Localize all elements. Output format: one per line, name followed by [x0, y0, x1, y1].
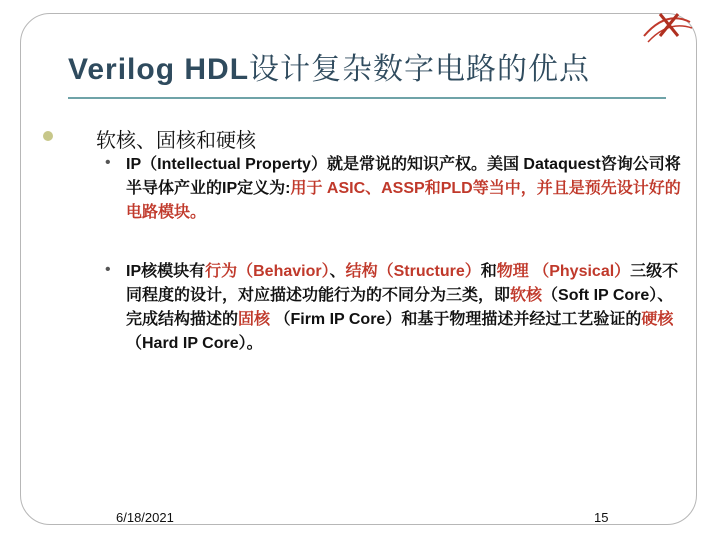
- paragraph-ip-definition: [126, 153, 682, 225]
- highlight-text: 硬核: [641, 311, 674, 328]
- body-text: 和: [480, 263, 497, 280]
- body-text: 、: [329, 263, 346, 280]
- highlight-text: 物理 （Physical）: [496, 263, 631, 280]
- highlight-text: 结构（Structure）: [345, 263, 481, 280]
- footer-date: 6/18/2021: [116, 510, 174, 525]
- x-swoosh-logo: [638, 6, 694, 46]
- paragraph-ip-levels: [126, 260, 682, 356]
- body-text: （Hard IP Core）。: [126, 335, 263, 352]
- title-latin: Verilog HDL: [68, 53, 250, 86]
- bullet-dot-icon: [43, 131, 53, 141]
- sub-bullet-icon: •: [105, 154, 111, 171]
- title-underline: [68, 97, 666, 99]
- body-text: IP核模块有: [126, 263, 206, 280]
- highlight-text: 固核: [238, 311, 271, 328]
- highlight-text: 行为（Behavior）: [205, 263, 330, 280]
- body-text: （Soft IP Core）、完成结构描述的: [126, 287, 674, 328]
- body-text: （Firm IP Core）和基于物理描述并经过工艺验证的: [270, 311, 642, 328]
- highlight-text: 软核: [510, 287, 543, 304]
- sub-bullet-icon: •: [105, 261, 111, 278]
- slide-title: [68, 44, 590, 88]
- body-text: IP（Intellectual Property）就是常说的知识产权。美国 Dataquest咨询公司将半导体产业的IP定义为:: [126, 156, 681, 197]
- page-number: 15: [594, 510, 609, 525]
- body-text: 三级不同程度的设计，对应描述功能行为的不同分为三类，即: [126, 263, 679, 304]
- title-chinese: 设计复杂数字电路的优点: [249, 53, 591, 86]
- bullet-level1-text: 软核、固核和硬核: [96, 130, 256, 152]
- highlight-text: 用于 ASIC、ASSP和PLD等当中，并且是预先设计好的电路模块。: [126, 180, 681, 221]
